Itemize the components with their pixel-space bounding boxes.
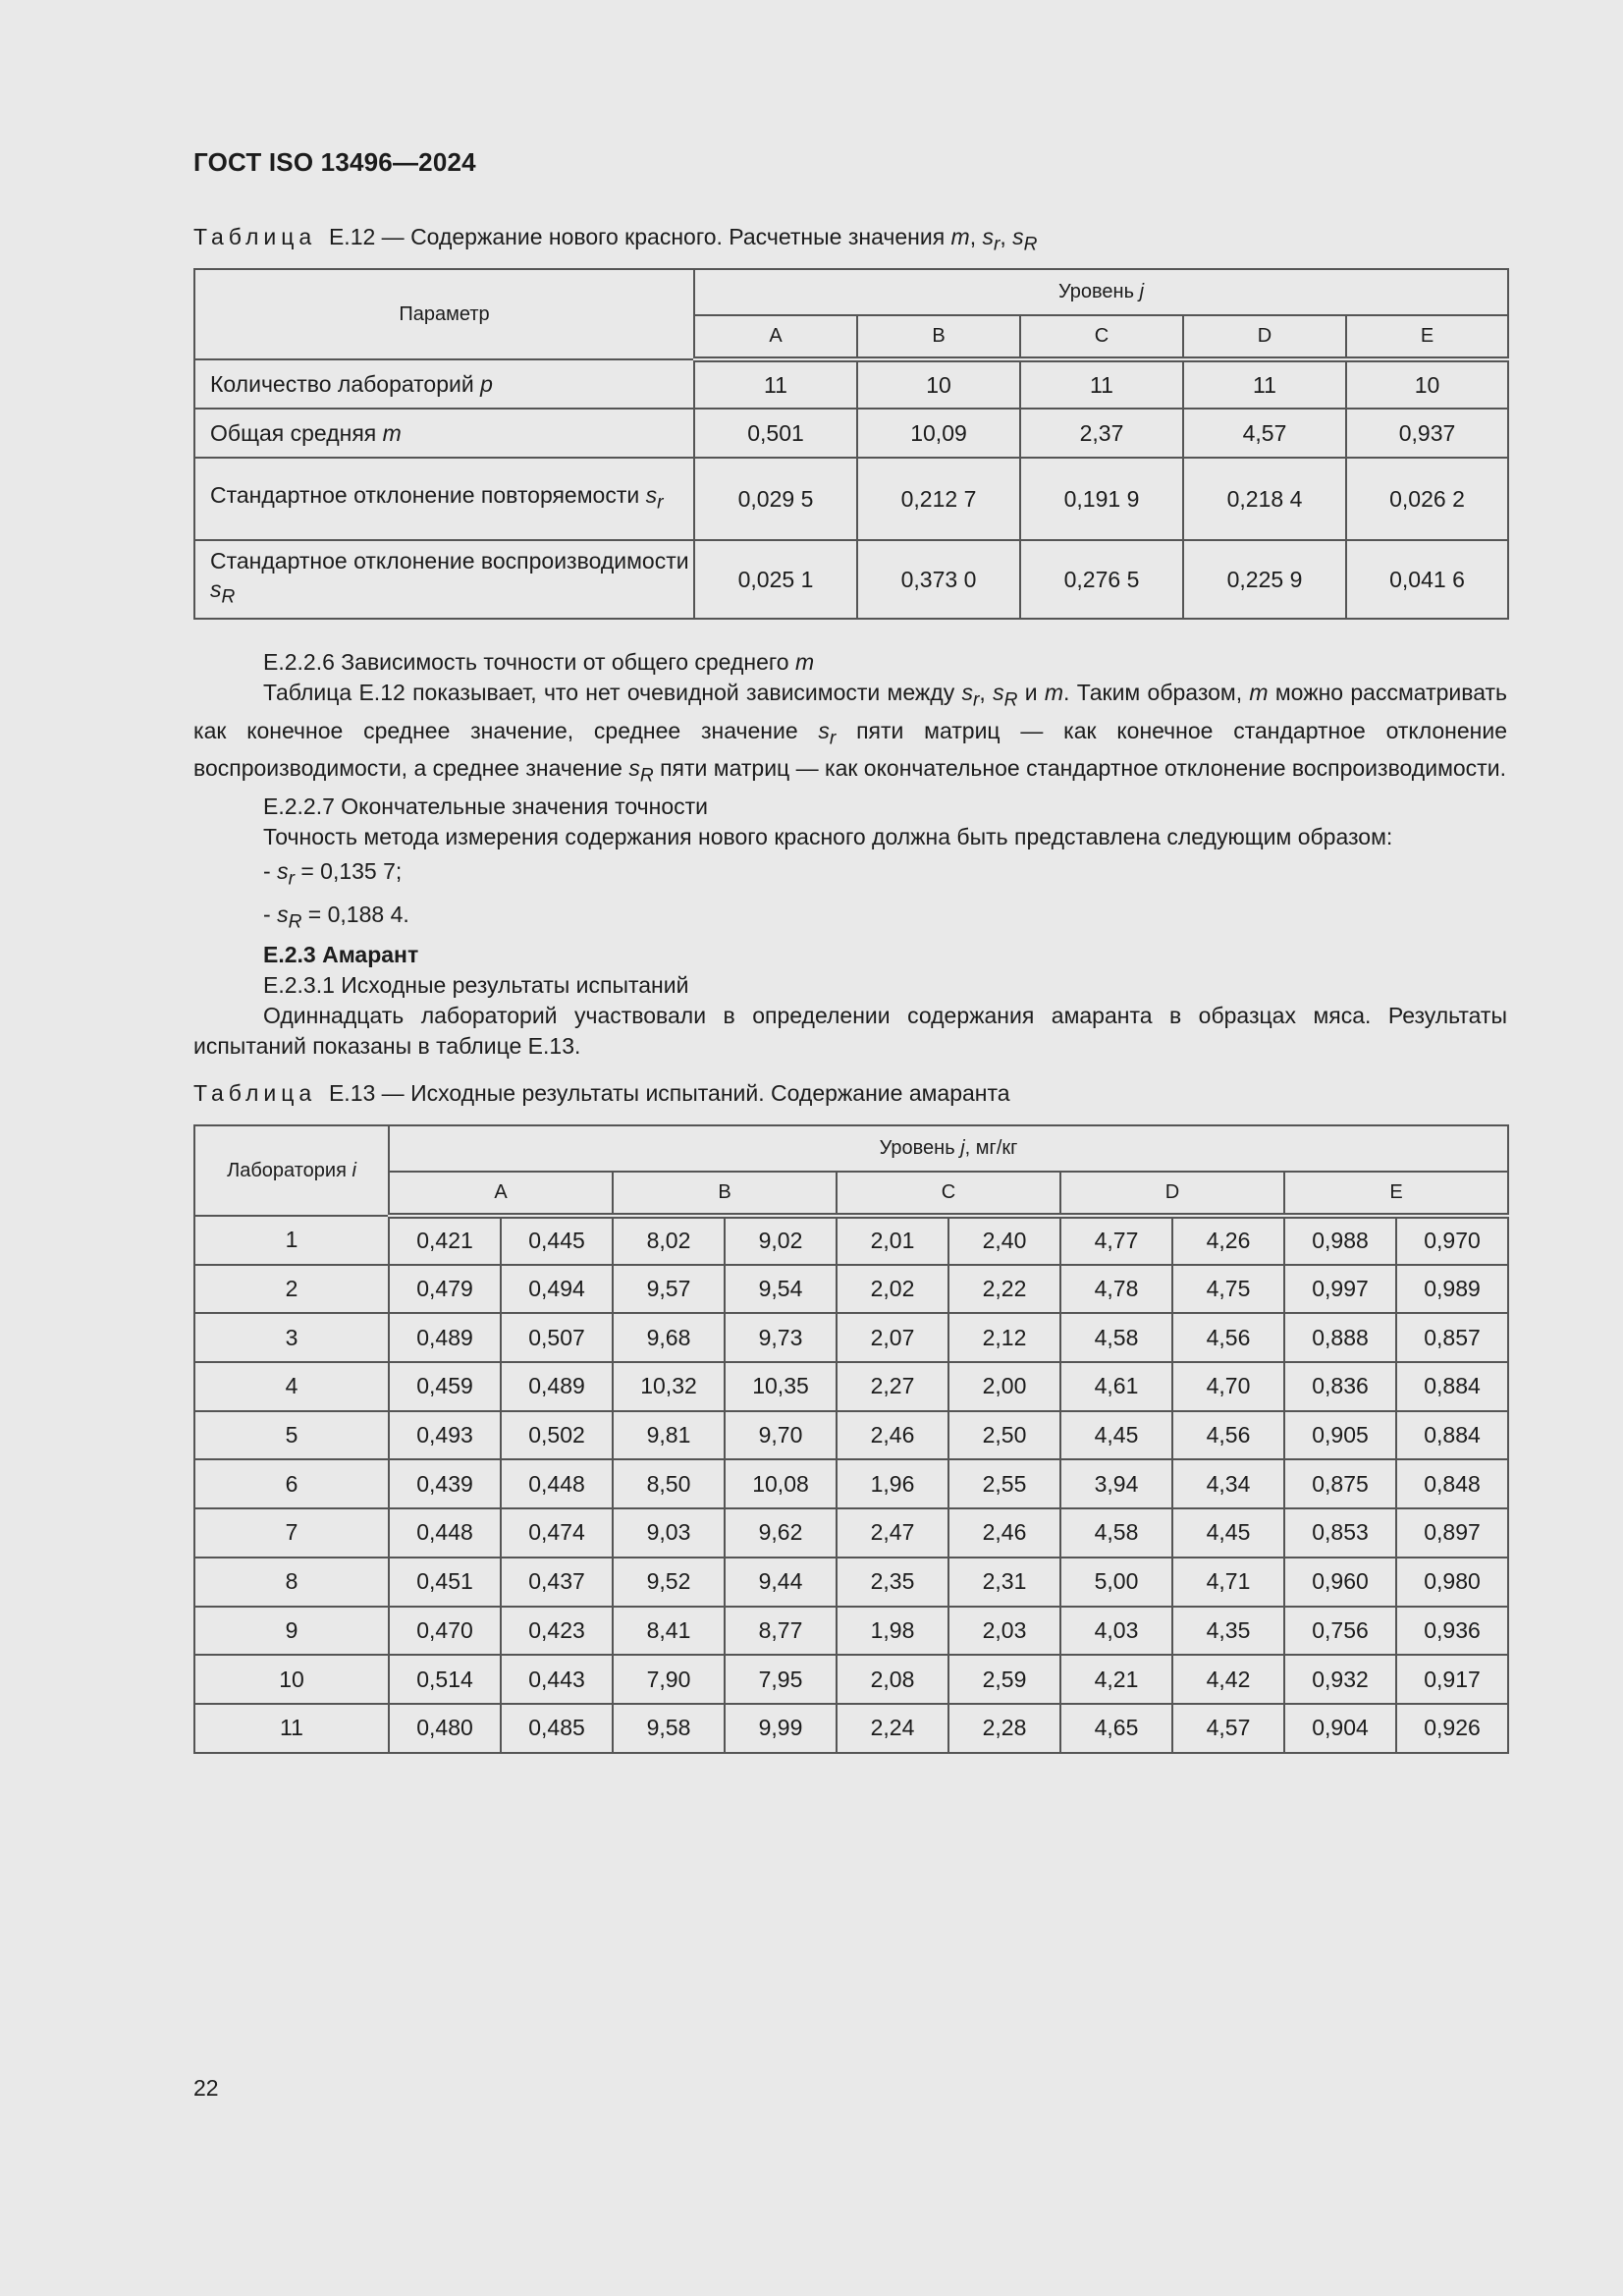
table-row [194,1704,1508,1753]
table-cell: 7,90 [613,1655,725,1704]
table-cell: 0,041 6 [1346,540,1508,619]
table-cell: 0,917 [1396,1655,1508,1704]
lab-number: 9 [194,1607,389,1656]
table-cell: 0,459 [389,1362,501,1411]
table-cell: 0,025 1 [694,540,857,619]
level-header: Уровень j [694,269,1508,315]
lab-number: 4 [194,1362,389,1411]
level-column-header: C [837,1172,1060,1216]
table-cell: 0,884 [1396,1411,1508,1460]
table-cell: 2,40 [948,1216,1060,1265]
caption-word: Таблица [193,1080,317,1106]
table-cell: 8,02 [613,1216,725,1265]
row-label: Общая средняя m [194,409,694,458]
table-cell: 0,884 [1396,1362,1508,1411]
table-cell: 0,026 2 [1346,458,1508,540]
table-cell: 2,03 [948,1607,1060,1656]
row-label: Стандартное отклонение воспроизводимости $s_R$ [194,540,694,619]
table-cell: 10,32 [613,1362,725,1411]
table-cell: 4,34 [1172,1459,1284,1508]
table-row [194,1607,1508,1656]
table-cell: 0,493 [389,1411,501,1460]
param-header: Параметр [194,269,694,359]
table-cell: 0,029 5 [694,458,857,540]
table-row [194,1265,1508,1314]
table-cell: 2,02 [837,1265,948,1314]
table-cell: 4,70 [1172,1362,1284,1411]
table-row [194,1411,1508,1460]
table-cell: 2,12 [948,1313,1060,1362]
lab-number: 8 [194,1558,389,1607]
lab-number: 7 [194,1508,389,1558]
paragraph: Одиннадцать лабораторий участвовали в определении содержания амаранта в образцах мяса. Результаты испытаний показаны в таблице E.13. [193,1002,1507,1059]
table-cell: 4,75 [1172,1265,1284,1314]
table-cell: 0,373 0 [857,540,1020,619]
table-cell: 2,46 [948,1508,1060,1558]
table-cell: 0,926 [1396,1704,1508,1753]
table-12 [193,268,1509,620]
table-cell: 4,57 [1183,409,1346,458]
table-cell: 0,756 [1284,1607,1396,1656]
table-cell: 0,485 [501,1704,613,1753]
table-cell: 2,01 [837,1216,948,1265]
table-cell: 0,507 [501,1313,613,1362]
table-row [194,1313,1508,1362]
table-cell: 0,853 [1284,1508,1396,1558]
level-header: Уровень j, мг/кг [389,1125,1508,1172]
table-cell: 2,08 [837,1655,948,1704]
table-cell: 0,937 [1346,409,1508,458]
table-cell: 0,936 [1396,1607,1508,1656]
table-cell: 0,489 [389,1313,501,1362]
table-cell: 0,423 [501,1607,613,1656]
table-cell: 9,99 [725,1704,837,1753]
table-cell: 9,02 [725,1216,837,1265]
table-cell: 0,218 4 [1183,458,1346,540]
table-13-caption [193,1080,1010,1107]
lab-number: 1 [194,1216,389,1265]
table-cell: 0,904 [1284,1704,1396,1753]
level-column-header: B [613,1172,837,1216]
table-row [194,359,1508,409]
table-cell: 8,50 [613,1459,725,1508]
table-cell: 0,191 9 [1020,458,1183,540]
table-cell: 0,225 9 [1183,540,1346,619]
table-cell: 9,58 [613,1704,725,1753]
table-cell: 0,212 7 [857,458,1020,540]
lab-header: Лаборатория i [194,1125,389,1216]
table-cell: 2,27 [837,1362,948,1411]
table-cell: 9,70 [725,1411,837,1460]
table-cell: 10 [857,359,1020,409]
caption-word: Таблица [193,224,317,249]
table-cell: 4,71 [1172,1558,1284,1607]
table-row [194,458,1508,540]
table-cell: 4,58 [1060,1508,1172,1558]
table-cell: 0,439 [389,1459,501,1508]
subsection-heading-e226: E.2.2.6 Зависимость точности от общего среднего m [263,649,815,675]
table-cell: 0,479 [389,1265,501,1314]
table-cell: 10 [1346,359,1508,409]
table-cell: 0,970 [1396,1216,1508,1265]
table-cell: 0,888 [1284,1313,1396,1362]
table-cell: 0,502 [501,1411,613,1460]
table-cell: 11 [1020,359,1183,409]
table-cell: 0,980 [1396,1558,1508,1607]
table-cell: 4,35 [1172,1607,1284,1656]
level-column-header: D [1183,315,1346,359]
table-cell: 4,58 [1060,1313,1172,1362]
level-column-header: E [1284,1172,1508,1216]
table-cell: 9,52 [613,1558,725,1607]
table-cell: 2,59 [948,1655,1060,1704]
caption-text: E.12 — Содержание нового красного. Расчетные значения m, $s_r$, $s_R$ [328,224,1038,255]
table-cell: 0,857 [1396,1313,1508,1362]
table-cell: 2,46 [837,1411,948,1460]
table-cell: 9,57 [613,1265,725,1314]
table-cell: 10,35 [725,1362,837,1411]
table-cell: 9,03 [613,1508,725,1558]
table-cell: 0,960 [1284,1558,1396,1607]
table-cell: 0,897 [1396,1508,1508,1558]
table-cell: 4,57 [1172,1704,1284,1753]
table-row [194,1558,1508,1607]
table-row [194,1655,1508,1704]
table-cell: 2,28 [948,1704,1060,1753]
table-cell: 10,09 [857,409,1020,458]
lab-number: 5 [194,1411,389,1460]
table-13 [193,1124,1509,1754]
table-cell: 0,514 [389,1655,501,1704]
table-cell: 2,22 [948,1265,1060,1314]
row-label: Количество лабораторий p [194,359,694,409]
table-cell: 9,73 [725,1313,837,1362]
table-cell: 4,03 [1060,1607,1172,1656]
section-heading-e23: E.2.3 Амарант [263,941,419,967]
table-cell: 0,421 [389,1216,501,1265]
level-column-header: A [389,1172,613,1216]
table-cell: 0,988 [1284,1216,1396,1265]
table-row [194,540,1508,619]
table-row [194,409,1508,458]
table-cell: 4,77 [1060,1216,1172,1265]
table-cell: 0,848 [1396,1459,1508,1508]
level-column-header: C [1020,315,1183,359]
table-cell: 4,65 [1060,1704,1172,1753]
row-label: Стандартное отклонение повторяемости $s_r$ [194,458,694,540]
table-cell: 0,494 [501,1265,613,1314]
table-cell: 4,26 [1172,1216,1284,1265]
table-cell: 8,77 [725,1607,837,1656]
table-cell: 0,445 [501,1216,613,1265]
table-cell: 9,44 [725,1558,837,1607]
table-cell: 2,07 [837,1313,948,1362]
table-row [194,1459,1508,1508]
table-cell: 0,836 [1284,1362,1396,1411]
table-cell: 2,35 [837,1558,948,1607]
lab-number: 10 [194,1655,389,1704]
table-row [194,1508,1508,1558]
table-cell: 2,47 [837,1508,948,1558]
table-cell: 0,905 [1284,1411,1396,1460]
table-cell: 9,54 [725,1265,837,1314]
table-cell: 4,78 [1060,1265,1172,1314]
table-cell: 4,56 [1172,1411,1284,1460]
subsection-heading-e231: E.2.3.1 Исходные результаты испытаний [263,971,689,998]
level-column-header: E [1346,315,1508,359]
table-row [194,1362,1508,1411]
table-cell: 2,55 [948,1459,1060,1508]
table-cell: 0,501 [694,409,857,458]
table-cell: 0,480 [389,1704,501,1753]
table-cell: 0,932 [1284,1655,1396,1704]
table-cell: 4,61 [1060,1362,1172,1411]
table-cell: 2,24 [837,1704,948,1753]
table-cell: 0,276 5 [1020,540,1183,619]
table-cell: 10,08 [725,1459,837,1508]
table-cell: 0,489 [501,1362,613,1411]
table-cell: 0,448 [501,1459,613,1508]
table-cell: 2,37 [1020,409,1183,458]
table-cell: 5,00 [1060,1558,1172,1607]
table-cell: 8,41 [613,1607,725,1656]
table-cell: 2,31 [948,1558,1060,1607]
table-cell: 0,443 [501,1655,613,1704]
table-cell: 11 [1183,359,1346,409]
lab-number: 3 [194,1313,389,1362]
table-cell: 4,45 [1060,1411,1172,1460]
table-cell: 11 [694,359,857,409]
table-cell: 0,989 [1396,1265,1508,1314]
level-column-header: A [694,315,857,359]
table-cell: 2,00 [948,1362,1060,1411]
table-cell: 2,50 [948,1411,1060,1460]
table-cell: 0,470 [389,1607,501,1656]
level-column-header: D [1060,1172,1284,1216]
table-cell: 4,21 [1060,1655,1172,1704]
page-number: 22 [193,2075,219,2101]
table-cell: 1,98 [837,1607,948,1656]
table-cell: 4,42 [1172,1655,1284,1704]
table-cell: 0,448 [389,1508,501,1558]
level-column-header: B [857,315,1020,359]
table-cell: 4,56 [1172,1313,1284,1362]
table-cell: 0,451 [389,1558,501,1607]
table-12-caption [193,224,1038,256]
paragraph: Точность метода измерения содержания нового красного должна быть представлена следующим образом: [263,823,1393,849]
list-item: - $s_R = 0,188$ 4. [263,902,409,933]
table-cell: 4,45 [1172,1508,1284,1558]
table-cell: 7,95 [725,1655,837,1704]
lab-number: 11 [194,1704,389,1753]
caption-text: E.13 — Исходные результаты испытаний. Содержание амаранта [328,1080,1010,1106]
table-cell: 1,96 [837,1459,948,1508]
table-cell: 0,997 [1284,1265,1396,1314]
table-cell: 9,62 [725,1508,837,1558]
lab-number: 2 [194,1265,389,1314]
table-row [194,1216,1508,1265]
document-title: ГОСТ ISO 13496—2024 [193,147,476,177]
table-cell: 0,875 [1284,1459,1396,1508]
paragraph: Таблица E.12 показывает, что нет очевидной зависимости между $s_r$, $s_R$ и m. Таким образом, m можно рассматривать как конечное среднее значение, среднее значение $s_r$ пяти матриц — как конечное стандартное отклонение воспроизводимости, а среднее значение $s_R$ пяти матриц — как окончательное стандартное отклонение воспроизводимости. [193,680,1508,787]
table-cell: 0,474 [501,1508,613,1558]
table-cell: 0,437 [501,1558,613,1607]
table-cell: 9,81 [613,1411,725,1460]
lab-number: 6 [194,1459,389,1508]
list-item: - $s_r = 0,135$ 7; [263,857,403,890]
subsection-heading-e227: E.2.2.7 Окончательные значения точности [263,793,708,819]
table-cell: 9,68 [613,1313,725,1362]
table-cell: 3,94 [1060,1459,1172,1508]
section-text [193,647,1507,1062]
